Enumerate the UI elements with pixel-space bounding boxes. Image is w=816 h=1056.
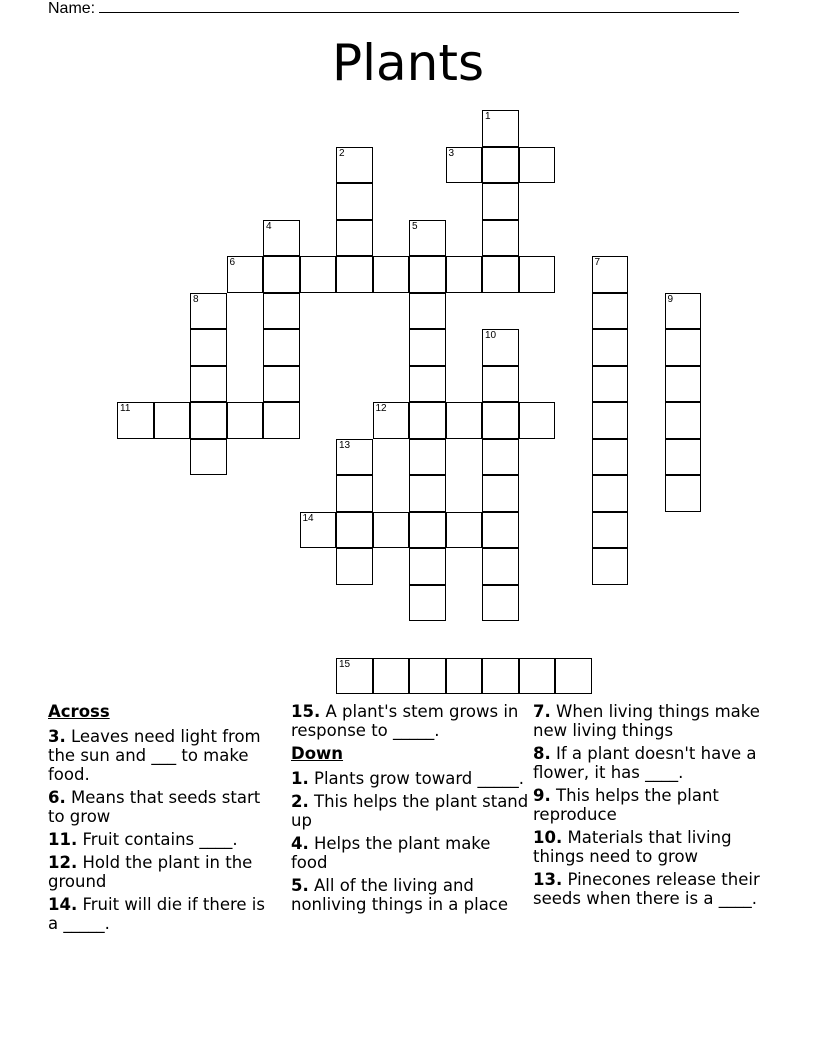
clue-number: 5. xyxy=(291,876,309,895)
crossword-cell[interactable] xyxy=(263,329,300,366)
crossword-cell[interactable] xyxy=(117,402,154,439)
crossword-cell[interactable] xyxy=(665,329,702,366)
clue-text: Fruit will die if there is a _____. xyxy=(48,895,265,933)
cell-number: 13 xyxy=(339,439,351,451)
crossword-cell[interactable] xyxy=(336,147,373,184)
across-heading: Across xyxy=(48,702,110,721)
crossword-cell[interactable] xyxy=(519,402,556,439)
crossword-cell[interactable] xyxy=(482,402,519,439)
crossword-cell[interactable] xyxy=(592,475,629,512)
crossword-cell[interactable] xyxy=(336,548,373,585)
crossword-cell[interactable] xyxy=(263,366,300,403)
clue-across-3 xyxy=(48,727,278,784)
crossword-cell[interactable] xyxy=(446,147,483,184)
name-label: Name: xyxy=(48,0,96,17)
crossword-cell[interactable] xyxy=(592,256,629,293)
clue-number: 8. xyxy=(533,744,551,763)
clue-across-11 xyxy=(48,830,278,849)
clue-down-5 xyxy=(291,876,529,914)
crossword-cell[interactable] xyxy=(336,439,373,476)
cell-number: 9 xyxy=(667,293,674,305)
crossword-cell[interactable] xyxy=(373,512,410,549)
crossword-cell[interactable] xyxy=(227,402,264,439)
cell-number: 8 xyxy=(193,293,199,305)
crossword-cell[interactable] xyxy=(665,293,702,330)
clue-down-13 xyxy=(533,870,768,908)
clue-number: 3. xyxy=(48,727,66,746)
clue-text: Materials that living things need to grow xyxy=(533,828,732,866)
clue-number: 12. xyxy=(48,853,78,872)
crossword-cell[interactable] xyxy=(592,439,629,476)
crossword-cell[interactable] xyxy=(336,475,373,512)
crossword-cell[interactable] xyxy=(592,329,629,366)
crossword-cell[interactable] xyxy=(227,256,264,293)
crossword-cell[interactable] xyxy=(482,548,519,585)
crossword-cell[interactable] xyxy=(190,402,227,439)
crossword-cell[interactable] xyxy=(519,256,556,293)
crossword-cell[interactable] xyxy=(482,183,519,220)
crossword-cell[interactable] xyxy=(409,402,446,439)
crossword-cell[interactable] xyxy=(154,402,191,439)
clue-number: 13. xyxy=(533,870,563,889)
crossword-cell[interactable] xyxy=(519,147,556,184)
clue-number: 1. xyxy=(291,769,309,788)
crossword-cell[interactable] xyxy=(336,512,373,549)
cell-number: 10 xyxy=(485,330,497,341)
clue-text: Hold the plant in the ground xyxy=(48,853,253,891)
crossword-cell[interactable] xyxy=(336,256,373,293)
crossword-cell[interactable] xyxy=(665,475,702,512)
crossword-cell[interactable] xyxy=(482,147,519,184)
crossword-cell[interactable] xyxy=(482,110,519,147)
crossword-cell[interactable] xyxy=(665,366,702,403)
crossword-cell[interactable] xyxy=(373,402,410,439)
crossword-cell[interactable] xyxy=(190,293,227,330)
crossword-cell[interactable] xyxy=(446,256,483,293)
clue-number: 10. xyxy=(533,828,563,847)
crossword-cell[interactable] xyxy=(409,220,446,257)
crossword-cell[interactable] xyxy=(373,256,410,293)
clue-across-12 xyxy=(48,853,278,891)
cell-number: 3 xyxy=(448,147,455,159)
cell-number: 4 xyxy=(266,220,272,232)
clues-column-2 xyxy=(291,702,529,918)
cell-number: 7 xyxy=(594,257,601,268)
cell-number: 5 xyxy=(412,220,418,232)
clue-number: 2. xyxy=(291,792,309,811)
crossword-cell[interactable] xyxy=(519,658,556,695)
crossword-cell[interactable] xyxy=(190,329,227,366)
clue-text: Fruit contains ____. xyxy=(82,830,238,849)
clue-text: Helps the plant make food xyxy=(291,834,491,872)
clue-text: Leaves need light from the sun and ___ to make food. xyxy=(48,727,261,784)
clue-across-14 xyxy=(48,895,278,933)
crossword-cell[interactable] xyxy=(665,402,702,439)
crossword-cell[interactable] xyxy=(409,512,446,549)
crossword-cell[interactable] xyxy=(190,439,227,476)
crossword-cell[interactable] xyxy=(482,658,519,695)
crossword-cell[interactable] xyxy=(263,402,300,439)
crossword-cell[interactable] xyxy=(482,220,519,257)
crossword-cell[interactable] xyxy=(592,402,629,439)
clue-text: Plants grow toward _____. xyxy=(314,769,525,788)
crossword-cell[interactable] xyxy=(190,366,227,403)
crossword-cell[interactable] xyxy=(336,220,373,257)
crossword-cell[interactable] xyxy=(409,439,446,476)
crossword-cell[interactable] xyxy=(409,658,446,695)
crossword-cell[interactable] xyxy=(409,293,446,330)
crossword-cell[interactable] xyxy=(263,256,300,293)
crossword-cell[interactable] xyxy=(263,293,300,330)
crossword-cell[interactable] xyxy=(446,402,483,439)
crossword-cell[interactable] xyxy=(263,220,300,257)
crossword-cell[interactable] xyxy=(482,256,519,293)
crossword-cell[interactable] xyxy=(336,658,373,695)
clue-across-6 xyxy=(48,788,278,826)
clue-number: 4. xyxy=(291,834,309,853)
crossword-cell[interactable] xyxy=(409,585,446,622)
crossword-cell[interactable] xyxy=(592,548,629,585)
crossword-cell[interactable] xyxy=(300,256,337,293)
down-heading: Down xyxy=(291,744,344,763)
clue-text: When living things make new living things xyxy=(533,702,760,740)
cell-number: 11 xyxy=(120,403,131,414)
crossword-cell[interactable] xyxy=(482,329,519,366)
clue-text: A plant's stem grows in response to _____. xyxy=(291,702,519,740)
clue-down-2 xyxy=(291,792,529,830)
clue-down-4 xyxy=(291,834,529,872)
cell-number: 15 xyxy=(339,658,351,670)
clue-down-8 xyxy=(533,744,768,782)
clue-down-10 xyxy=(533,828,768,866)
crossword-cell[interactable] xyxy=(665,439,702,476)
crossword-cell[interactable] xyxy=(482,475,519,512)
crossword-cell[interactable] xyxy=(592,293,629,330)
clues-column-1 xyxy=(48,702,278,937)
clue-number: 15. xyxy=(291,702,321,721)
clue-text: This helps the plant reproduce xyxy=(533,786,719,824)
crossword-cell[interactable] xyxy=(300,512,337,549)
clue-down-9 xyxy=(533,786,768,824)
clue-number: 6. xyxy=(48,788,66,807)
clue-number: 9. xyxy=(533,786,551,805)
cell-number: 14 xyxy=(302,512,314,524)
crossword-cell[interactable] xyxy=(409,256,446,293)
crossword-cell[interactable] xyxy=(482,439,519,476)
clue-number: 14. xyxy=(48,895,78,914)
cell-number: 6 xyxy=(229,257,236,268)
clue-number: 7. xyxy=(533,702,551,721)
crossword-cell[interactable] xyxy=(446,658,483,695)
crossword-cell[interactable] xyxy=(336,183,373,220)
clue-down-1 xyxy=(291,769,529,788)
clue-text: If a plant doesn't have a flower, it has ____. xyxy=(533,744,757,782)
crossword-cell[interactable] xyxy=(409,475,446,512)
clue-number: 11. xyxy=(48,830,78,849)
puzzle-title: Plants xyxy=(331,34,485,92)
crossword-cell[interactable] xyxy=(482,366,519,403)
clue-across-15 xyxy=(291,702,529,740)
crossword-cell[interactable] xyxy=(555,658,592,695)
clue-text: Pinecones release their seeds when there is a ____. xyxy=(533,870,760,908)
crossword-cell[interactable] xyxy=(482,585,519,622)
clue-text: Means that seeds start to grow xyxy=(48,788,261,826)
cell-number: 1 xyxy=(485,111,491,122)
clues-column-3 xyxy=(533,702,768,912)
crossword-cell[interactable] xyxy=(592,366,629,403)
crossword-cell[interactable] xyxy=(482,512,519,549)
cell-number: 2 xyxy=(339,147,345,159)
clue-text: All of the living and nonliving things in a place xyxy=(291,876,509,914)
crossword-cell[interactable] xyxy=(446,512,483,549)
crossword-cell[interactable] xyxy=(373,658,410,695)
crossword-cell[interactable] xyxy=(409,366,446,403)
clue-text: This helps the plant stand up xyxy=(291,792,529,830)
crossword-cell[interactable] xyxy=(409,329,446,366)
cell-number: 12 xyxy=(375,403,387,414)
crossword-cell[interactable] xyxy=(592,512,629,549)
crossword-cell[interactable] xyxy=(409,548,446,585)
clue-down-7 xyxy=(533,702,768,740)
